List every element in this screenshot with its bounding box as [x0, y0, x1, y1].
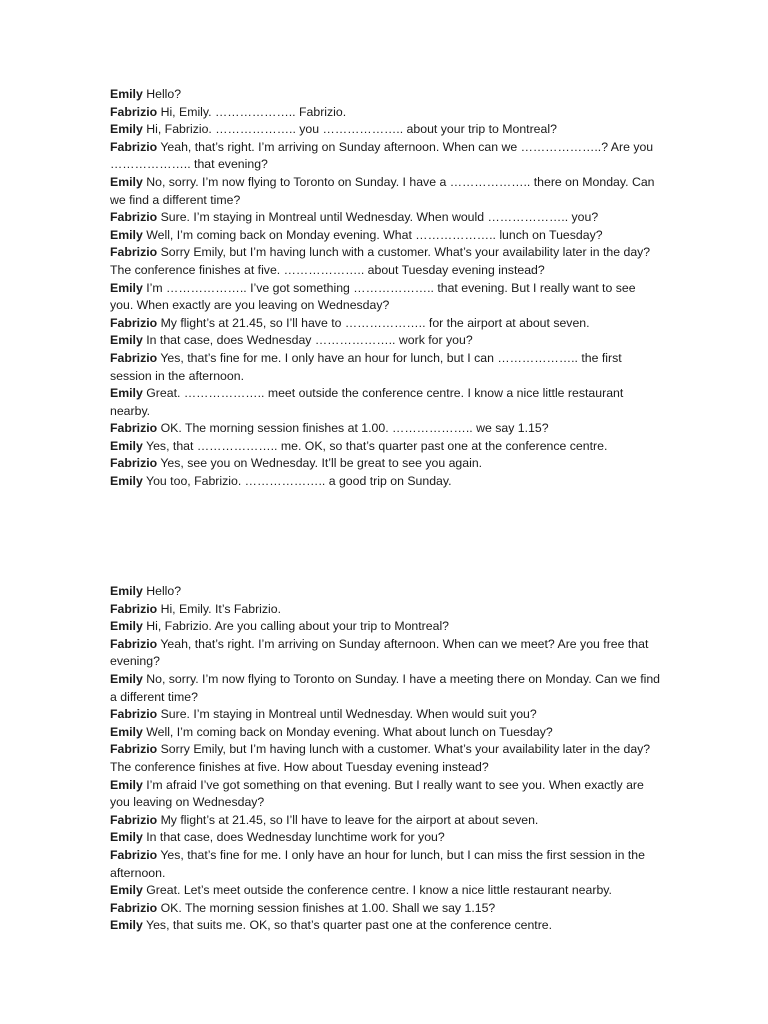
- dialogue-line: [110, 315, 662, 333]
- line-text: Hi, Emily. It’s Fabrizio.: [160, 601, 282, 616]
- speaker-name: Emily: [110, 227, 143, 242]
- dialogue-line: [110, 420, 662, 438]
- dialogue-line: [110, 777, 662, 812]
- speaker-name: Emily: [110, 584, 143, 598]
- dialogue-line: [110, 455, 662, 473]
- line-text: Hi, Fabrizio. Are you calling about your trip to Montreal?: [146, 619, 450, 634]
- line-text: Yeah, that’s right. I’m arriving on Sunday afternoon. When can we ………………..? Are you ……………….. that evening?: [110, 139, 654, 172]
- line-text: OK. The morning session finishes at 1.00. Shall we say 1.15?: [160, 900, 496, 915]
- speaker-name: Fabrizio: [110, 139, 158, 154]
- dialogue-line: [110, 583, 662, 601]
- speaker-name: Fabrizio: [110, 245, 158, 260]
- dialogue-line: [110, 741, 662, 776]
- line-text: Great. Let’s meet outside the conference centre. I know a nice little restaurant nearby.: [146, 883, 612, 898]
- line-text: Hi, Emily. ……………….. Fabrizio.: [160, 104, 347, 119]
- dialogue-line: [110, 121, 662, 139]
- dialogue-line: [110, 332, 662, 350]
- dialogue-line: [110, 104, 662, 122]
- speaker-name: Emily: [110, 438, 143, 453]
- line-text: I’m ……………….. I’ve got something ……………….. that evening. But I really want to see you. When exactly are you leaving on Wednesday?: [110, 280, 636, 313]
- dialogue-line: [110, 473, 662, 491]
- line-text: Yeah, that’s right. I’m arriving on Sunday afternoon. When can we meet? Are you free that evening?: [110, 636, 649, 669]
- line-text: Well, I’m coming back on Monday evening. What ……………….. lunch on Tuesday?: [146, 227, 603, 242]
- speaker-name: Fabrizio: [110, 900, 158, 915]
- speaker-name: Emily: [110, 122, 143, 137]
- speaker-name: Fabrizio: [110, 456, 158, 471]
- speaker-name: Emily: [110, 87, 143, 101]
- line-text: Hi, Fabrizio. ……………….. you ……………….. about your trip to Montreal?: [146, 122, 557, 137]
- line-text: Yes, that ……………….. me. OK, so that’s quarter past one at the conference centre.: [146, 438, 608, 453]
- line-text: Great. ……………….. meet outside the conference centre. I know a nice little restaurant nearby.: [110, 386, 624, 418]
- line-text: No, sorry. I’m now flying to Toronto on Sunday. I have a ……………….. there on Monday. Can we find a different time?: [110, 174, 655, 207]
- dialogue-line: [110, 601, 662, 619]
- dialogue-line: [110, 174, 662, 209]
- line-text: Well, I’m coming back on Monday evening. What about lunch on Tuesday?: [146, 724, 553, 739]
- speaker-name: Emily: [110, 619, 143, 634]
- dialogue-line: [110, 847, 662, 882]
- speaker-name: Fabrizio: [110, 847, 158, 862]
- dialogue-line: [110, 438, 662, 456]
- dialogue-line: [110, 618, 662, 636]
- speaker-name: Emily: [110, 777, 143, 792]
- speaker-name: Emily: [110, 671, 143, 686]
- complete-dialogue: [110, 583, 662, 935]
- line-text: Yes, that suits me. OK, so that’s quarter past one at the conference centre.: [146, 918, 553, 933]
- speaker-name: Fabrizio: [110, 601, 158, 616]
- line-text: My flight’s at 21.45, so I’ll have to leave for the airport at about seven.: [160, 812, 539, 827]
- speaker-name: Emily: [110, 333, 143, 348]
- speaker-name: Fabrizio: [110, 350, 158, 365]
- line-text: Yes, see you on Wednesday. It’ll be great to see you again.: [160, 456, 483, 471]
- dialogue-line: [110, 636, 662, 671]
- line-text: Yes, that’s fine for me. I only have an hour for lunch, but I can ……………….. the first session in the afternoon.: [110, 350, 622, 383]
- speaker-name: Emily: [110, 474, 143, 489]
- speaker-name: Fabrizio: [110, 636, 158, 651]
- dialogue-line: [110, 724, 662, 742]
- line-text: Sorry Emily, but I’m having lunch with a customer. What’s your availability later in the day? The conference finishes at five. ……………….. about Tuesday evening instead?: [110, 245, 651, 277]
- dialogue-line: [110, 280, 662, 315]
- gapfill-dialogue: [110, 86, 662, 491]
- dialogue-line: [110, 139, 662, 174]
- line-text: Yes, that’s fine for me. I only have an hour for lunch, but I can miss the first session in the afternoon.: [110, 847, 645, 880]
- line-text: My flight’s at 21.45, so I’ll have to ……………….. for the airport at about seven.: [160, 315, 590, 330]
- speaker-name: Fabrizio: [110, 812, 158, 827]
- speaker-name: Fabrizio: [110, 707, 158, 722]
- speaker-name: Emily: [110, 174, 143, 189]
- line-text: Sorry Emily, but I’m having lunch with a customer. What’s your availability later in the day? The conference finishes at five. How about Tuesday evening instead?: [110, 742, 651, 774]
- speaker-name: Fabrizio: [110, 104, 158, 119]
- line-text: I’m afraid I’ve got something on that evening. But I really want to see you. When exactly are you leaving on Wednesday?: [110, 777, 644, 810]
- line-text: Sure. I’m staying in Montreal until Wednesday. When would suit you?: [160, 707, 537, 722]
- line-text: OK. The morning session finishes at 1.00. ……………….. we say 1.15?: [160, 421, 549, 436]
- speaker-name: Fabrizio: [110, 421, 158, 436]
- speaker-name: Emily: [110, 724, 143, 739]
- line-text: You too, Fabrizio. ……………….. a good trip on Sunday.: [146, 474, 452, 489]
- line-text: Hello?: [146, 584, 182, 598]
- dialogue-line: [110, 882, 662, 900]
- dialogue-line: [110, 706, 662, 724]
- speaker-name: Emily: [110, 280, 143, 295]
- line-text: In that case, does Wednesday lunchtime work for you?: [146, 830, 445, 845]
- speaker-name: Emily: [110, 883, 143, 898]
- dialogue-line: [110, 209, 662, 227]
- speaker-name: Fabrizio: [110, 742, 158, 757]
- line-text: No, sorry. I’m now flying to Toronto on Sunday. I have a meeting there on Monday. Can we find a different time?: [110, 671, 661, 704]
- dialogue-line: [110, 917, 662, 935]
- line-text: Sure. I’m staying in Montreal until Wednesday. When would ……………….. you?: [160, 210, 599, 225]
- line-text: In that case, does Wednesday ……………….. work for you?: [146, 333, 473, 348]
- dialogue-line: [110, 671, 662, 706]
- speaker-name: Emily: [110, 918, 143, 933]
- dialogue-line: [110, 350, 662, 385]
- dialogue-line: [110, 385, 662, 420]
- speaker-name: Emily: [110, 386, 143, 401]
- dialogue-line: [110, 900, 662, 918]
- dialogue-line: [110, 86, 662, 104]
- speaker-name: Fabrizio: [110, 315, 158, 330]
- dialogue-line: [110, 244, 662, 279]
- dialogue-line: [110, 829, 662, 847]
- line-text: Hello?: [146, 87, 182, 101]
- dialogue-line: [110, 812, 662, 830]
- speaker-name: Fabrizio: [110, 210, 158, 225]
- dialogue-line: [110, 227, 662, 245]
- speaker-name: Emily: [110, 830, 143, 845]
